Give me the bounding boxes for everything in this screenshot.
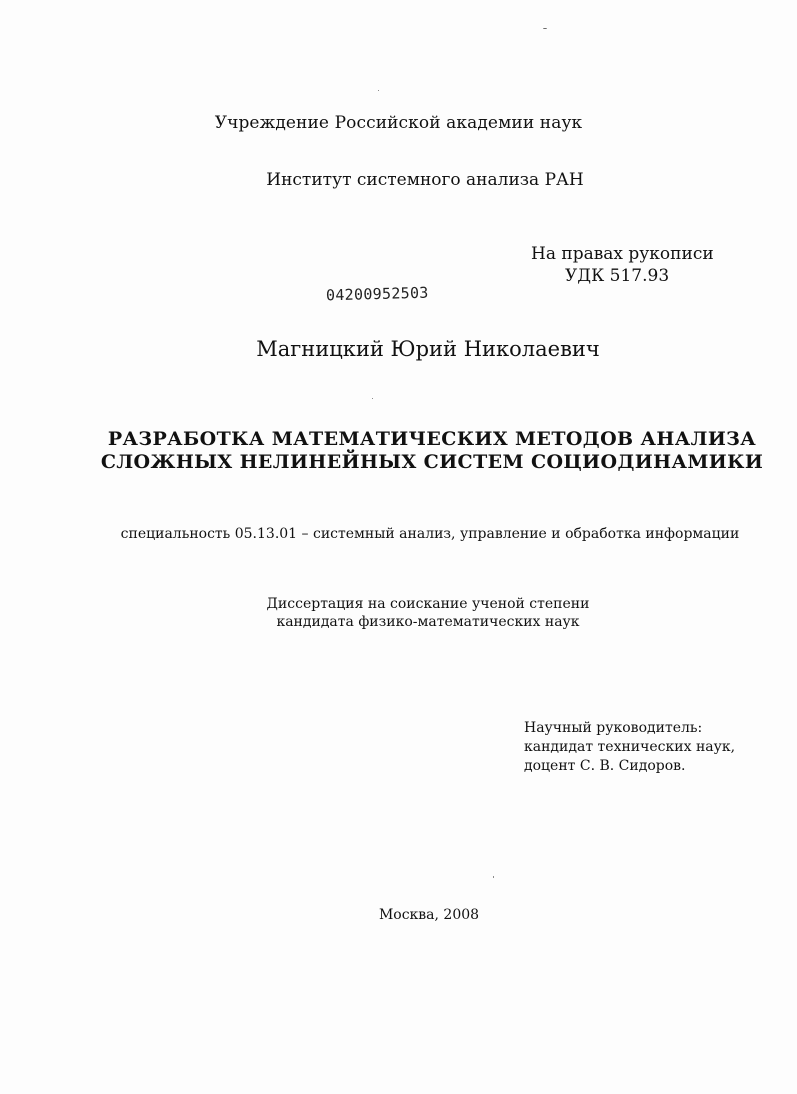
supervisor-line-2: кандидат технических наук, — [524, 739, 736, 755]
supervisor-line-1: Научный руководитель: — [524, 720, 703, 736]
scan-speck — [493, 876, 494, 878]
scan-speck — [372, 398, 373, 399]
title-line-1: РАЗРАБОТКА МАТЕМАТИЧЕСКИХ МЕТОДОВ АНАЛИЗА — [107, 428, 757, 450]
rights-note: На правах рукописи — [531, 244, 714, 264]
specialty-line: специальность 05.13.01 – системный анализ, управление и обработка информации — [120, 526, 740, 542]
author-name: Магницкий Юрий Николаевич — [256, 337, 600, 361]
institute-name: Институт системного анализа РАН — [266, 170, 584, 190]
udk-code: УДК 517.93 — [565, 266, 670, 286]
scan-speck — [543, 28, 547, 29]
dissertation-line-2: кандидата физико-математических наук — [276, 614, 580, 630]
organization-name: Учреждение Российской академии наук — [214, 113, 583, 133]
scan-speck — [378, 90, 379, 91]
city-year: Москва, 2008 — [378, 907, 480, 923]
title-line-2: СЛОЖНЫХ НЕЛИНЕЙНЫХ СИСТЕМ СОЦИОДИНАМИКИ — [100, 451, 764, 473]
archive-number-stamp: 04200952503 — [325, 283, 429, 305]
dissertation-line-1: Диссертация на соискание ученой степени — [266, 596, 590, 612]
supervisor-line-3: доцент С. В. Сидоров. — [524, 758, 686, 774]
